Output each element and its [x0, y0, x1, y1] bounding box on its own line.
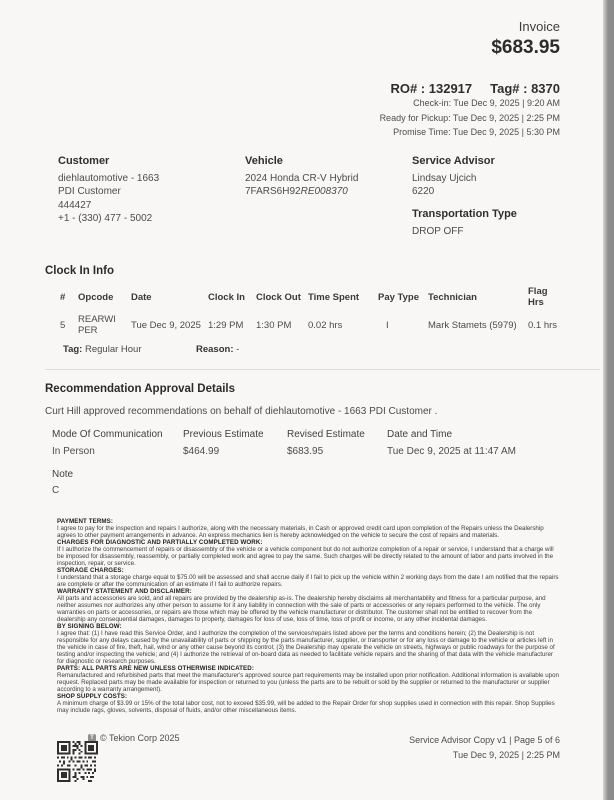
clock-in-table-header — [60, 286, 560, 308]
customer-heading: Customer — [58, 154, 110, 167]
col-header-pay-type: Pay Type — [378, 291, 420, 303]
col-header-num: # — [60, 291, 66, 303]
terms-body: All parts and accessories are sold, and all repairs are provided by the dealership as-is. The dealership hereby disclaims all merchantability and fitness for a particular purpose, and neither assumes nor authorizes any other person to assume for it any liability in connection with the sale of parts or accessories or any repairs performed to the vehicle. The only warranties on parts or accessories, or repairs are those which may be offered by the vehicle manufacturer or distributor. The customer shall not be entitled to recover from the dealership any consequential damages, damages to property, damages for loss of use, loss of time, loss of profit or income, or any other incidental damages. — [57, 595, 546, 623]
terms-section-warranty — [57, 588, 560, 623]
invoice-document — [45, 0, 560, 714]
customer-block — [45, 155, 245, 239]
vehicle-vin — [245, 185, 412, 199]
terms-heading: BY SIGNING BELOW: — [57, 623, 122, 630]
ready-for-pickup-time: Ready for Pickup: Tue Dec 9, 2025 | 2:25 PM — [379, 112, 560, 123]
copyright-text: © Tekion Corp 2025 — [100, 733, 180, 743]
invoice-header — [45, 0, 560, 140]
ro-number: RO# : 132917 — [390, 81, 473, 96]
tag-number: Tag# : 8370 — [490, 81, 560, 96]
cell-time-spent: 0.02 hrs — [308, 319, 343, 331]
mode-of-communication-block — [52, 429, 183, 457]
date-and-time-value: Tue Dec 9, 2025 at 11:47 AM — [387, 446, 516, 457]
terms-heading: PARTS: ALL PARTS ARE NEW UNLESS OTHERWISE INDICATED: — [57, 665, 255, 672]
col-header-date: Date — [131, 291, 152, 303]
note-value: C — [52, 485, 60, 496]
cell-clock-out: 1:30 PM — [256, 319, 292, 331]
section-divider — [45, 369, 600, 370]
col-header-technician: Technician — [428, 291, 477, 303]
col-header-flag-hrs: Flag Hrs — [528, 286, 548, 308]
terms-heading: PAYMENT TERMS: — [57, 518, 114, 525]
terms-body: I agree to pay for the inspection and repairs I authorize, along with the necessary materials, in Cash or approved credit card upon completion of the Repairs unless the Dealership agrees to other payment arrangements in advance. An express mechanics lien is hereby acknowledged on the vehicle to secure the cost of repairs and materials. — [57, 525, 544, 539]
terms-section-signing — [57, 623, 560, 665]
service-advisor-name: Lindsay Ujcich — [412, 172, 477, 184]
service-advisor-block — [412, 155, 560, 239]
revised-estimate-block — [287, 429, 387, 457]
terms-body: I agree that: (1) I have read this Service Order, and I authorize the completion of the services/repairs listed above per the terms and conditions herein; (2) the Dealership is not responsible for any delays caused by the unavailability of parts or shipping by the parts manufacturer, supplier, or transporter or for any loss or damage to the vehicle or articles left in the vehicle in case of fire, theft, hail, wind or any other cause beyond its control; (3) the Dealership may operate the vehicle on streets, highways or public roadways for the purpose of testing and/or inspecting the vehicle; and (4) I authorize the retrieval of on-board data as needed to facilitate vehicle repairs and the sharing of that data with the vehicle manufacturer for diagnostic or research purposes. — [57, 630, 555, 665]
date-and-time-label: Date and Time — [387, 429, 453, 440]
customer-phone: +1 - (330) 477 - 5002 — [58, 213, 153, 224]
copy-version-page: Service Advisor Copy v1 | Page 5 of 6 — [409, 735, 560, 745]
col-header-time-spent: Time Spent — [308, 291, 360, 303]
clock-in-section — [45, 265, 560, 355]
page-scan-edge — [603, 0, 614, 800]
cell-pay-type: I — [386, 319, 389, 331]
terms-body: If I authorize the commencement of repairs or disassembly of the vehicle or a vehicle component but do not authorize completion of a repair or service, I understand that a charge will be imposed for disassembly, reassembly, or partially completed work and agree to pay the same. Such charges will be directly related to the amount of labor and parts involved in the inspection, repair, or service. — [57, 546, 554, 567]
checkin-time: Check-in: Tue Dec 9, 2025 | 9:20 AM — [413, 98, 560, 108]
service-advisor-id: 6220 — [412, 186, 435, 197]
cell-date: Tue Dec 9, 2025 — [131, 319, 201, 331]
terms-body: Remanufactured and refurbished parts that meet the manufacturer's approved source part requirements may be installed upon prior notification. Additional information is available upon request. Replaced parts may be made available for inspection or returned to you (unless the parts are to be rebuilt or sold by the supplier or returned to the manufacturer or supplier according to a warranty arrangement). — [57, 672, 559, 693]
customer-type: PDI Customer — [58, 186, 121, 197]
cell-opcode: REARWIPER — [78, 314, 116, 336]
terms-heading: CHARGES FOR DIAGNOSTIC AND PARTIALLY COMPLETED WORK: — [57, 539, 263, 546]
mode-of-communication-label: Mode Of Communication — [52, 429, 163, 440]
cell-num: 5 — [60, 319, 66, 331]
terms-section-diagnostic — [57, 539, 560, 567]
vin-suffix: RE008370 — [300, 186, 348, 197]
customer-name: diehlautomotive - 1663 — [58, 172, 160, 184]
recommendation-section — [45, 383, 560, 496]
approval-text: Curt Hill approved recommendations on behalf of diehlautomotive - 1663 PDI Customer . — [45, 406, 438, 417]
vehicle-model: 2024 Honda CR-V Hybrid — [245, 172, 359, 184]
ro-tag-line — [45, 81, 560, 96]
previous-estimate-block — [183, 429, 287, 457]
revised-estimate-value: $683.95 — [287, 446, 324, 457]
terms-heading: STORAGE CHARGES: — [57, 567, 124, 574]
revised-estimate-label: Revised Estimate — [287, 429, 365, 440]
recommendation-heading: Recommendation Approval Details — [45, 383, 236, 395]
reason-field: Reason: - — [196, 344, 240, 355]
invoice-label: Invoice — [518, 19, 560, 34]
clock-in-heading: Clock In Info — [45, 265, 114, 277]
qr-code — [57, 741, 98, 782]
col-header-clock-in: Clock In — [208, 291, 245, 303]
promise-time: Promise Time: Tue Dec 9, 2025 | 5:30 PM — [393, 127, 560, 137]
footer-copyright — [88, 733, 180, 743]
vin-prefix: 7FARS6H92 — [245, 186, 301, 197]
mode-of-communication-value: In Person — [52, 446, 95, 457]
transportation-type-value: DROP OFF — [412, 225, 464, 237]
footer-page-info — [409, 733, 560, 762]
recommendation-labels-row — [45, 429, 560, 457]
transportation-type-heading: Transportation Type — [412, 207, 517, 220]
terms-and-conditions — [45, 518, 560, 714]
previous-estimate-label: Previous Estimate — [183, 429, 264, 440]
terms-section-payment — [57, 518, 560, 539]
table-row — [60, 314, 560, 336]
invoice-amount: $683.95 — [491, 37, 560, 58]
vehicle-block — [245, 155, 412, 239]
cell-technician: Mark Stamets (5979) — [428, 319, 517, 331]
tag-field: Tag: Regular Hour — [63, 344, 142, 355]
tag-reason-row — [63, 344, 560, 355]
terms-body: A minimum charge of $3.99 or 15% of the total labor cost, not to exceed $35.99, will be added to the Repair Order for shop supplies used in connection with this repair. Shop Supplies may include rags, gloves, solvents, disposal of fluids, and/or other miscellaneous items. — [57, 700, 555, 714]
terms-heading: SHOP SUPPLY COSTS: — [57, 693, 128, 700]
terms-heading: WARRANTY STATEMENT AND DISCLAIMER: — [57, 588, 192, 595]
date-and-time-block — [387, 429, 560, 457]
terms-body: I understand that a storage charge equal to $75.00 will be assessed and shall accrue daily if I fail to pick up the vehicle within 2 working days from the date I am notified that the repairs are complete or after the communication of an estimate if I fail to authorize repairs. — [57, 574, 559, 588]
col-header-clock-out: Clock Out — [256, 291, 301, 303]
printed-datetime: Tue Dec 9, 2025 | 2:25 PM — [452, 749, 560, 760]
info-columns — [45, 155, 560, 239]
note-label: Note — [52, 469, 74, 480]
col-header-opcode: Opcode — [78, 291, 114, 303]
vehicle-heading: Vehicle — [245, 154, 283, 167]
customer-number: 444427 — [58, 199, 92, 211]
terms-section-shop-supply — [57, 693, 560, 714]
previous-estimate-value: $464.99 — [183, 446, 220, 457]
terms-section-storage — [57, 567, 560, 588]
terms-section-parts — [57, 665, 560, 693]
cell-clock-in: 1:29 PM — [208, 319, 244, 331]
cell-flag-hrs: 0.1 hrs — [528, 319, 558, 331]
tekion-logo-icon: T — [88, 734, 96, 742]
clock-in-table — [60, 286, 560, 336]
service-advisor-heading: Service Advisor — [412, 154, 495, 167]
